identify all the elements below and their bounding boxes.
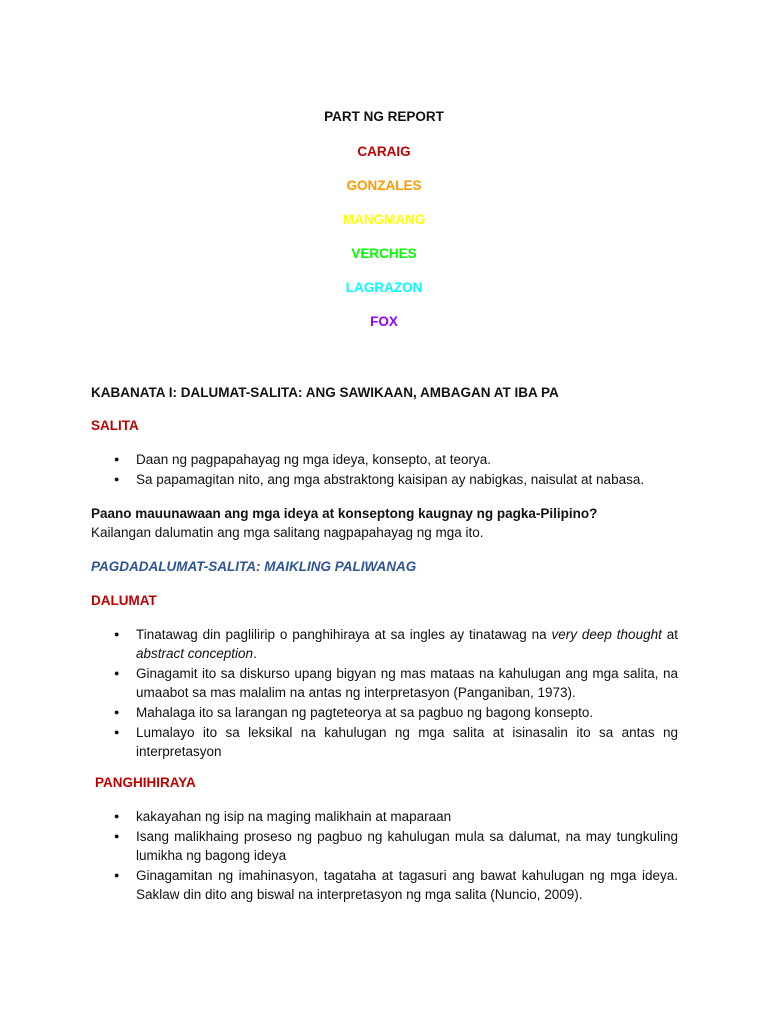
list-item: ● Ginagamitan ng imahinasyon, tagataha at tagasuri ang bawat kahulugan ng mga ideya. Saklaw din dito ang biswal na interpretasyon ng mga salita (Nuncio, 2009). [110,866,678,904]
member-name-3: MANGMANG [342,212,426,227]
list-item: ● Lumalayo ito sa leksikal na kahulugan ng mga salita at isinasalin ito sa antas ng interpretasyon [110,723,678,761]
member-name-5: LAGRAZON [345,280,423,295]
italic-term: very deep thought [551,627,662,642]
list-item: ● kakayahan ng isip na maging malikhain at maparaan [110,807,678,826]
salita-heading: SALITA [91,418,139,433]
list-item-text: Tinatawag din paglilirip o panghihiraya at sa ingles ay tinatawag na [136,627,552,642]
dalumat-heading: DALUMAT [91,593,157,608]
chapter-title: KABANATA I: DALUMAT-SALITA: ANG SAWIKAAN, AMBAGAN AT IBA PA [91,385,559,400]
member-name-2: GONZALES [346,178,422,193]
list-item: ● Isang malikhaing proseso ng pagbuo ng kahulugan mula sa dalumat, na may tungkuling lumikha ng bagong ideya [110,827,678,865]
question-answer: Kailangan dalumatin ang mga salitang nagpapahayag ng mga ito. [91,525,484,540]
list-item-text: . [253,646,257,661]
list-item: ● Mahalaga ito sa larangan ng pagteteorya at sa pagbuo ng bagong konsepto. [110,703,678,722]
list-item: ● Sa papamagitan nito, ang mga abstraktong kaisipan ay nabigkas, naisulat at nabasa. [110,470,678,489]
member-name-1: CARAIG [357,144,411,159]
list-item: ● Daan ng pagpapahayag ng mga ideya, konsepto, at teorya. [110,450,678,469]
panghihiraya-heading: PANGHIHIRAYA [95,775,196,790]
list-item: ● Ginagamit ito sa diskurso upang bigyan ng mas mataas na kahulugan ang mga salita, na umaabot sa mas malalim na antas ng interpretasyon (Panganiban, 1973). [110,664,678,702]
italic-term: abstract conception [136,646,254,661]
dalumat-list [110,625,678,762]
report-title: PART NG REPORT [324,109,444,124]
list-item-text: at [661,627,678,642]
section-subheading: PAGDADALUMAT-SALITA: MAIKLING PALIWANAG [91,559,417,574]
salita-list [110,450,678,490]
member-name-4: VERCHES [351,246,417,261]
list-item [110,625,678,663]
member-name-6: FOX [370,314,398,329]
question-text: Paano mauunawaan ang mga ideya at konseptong kaugnay ng pagka-Pilipino? [91,506,598,521]
panghihiraya-list [110,807,678,905]
